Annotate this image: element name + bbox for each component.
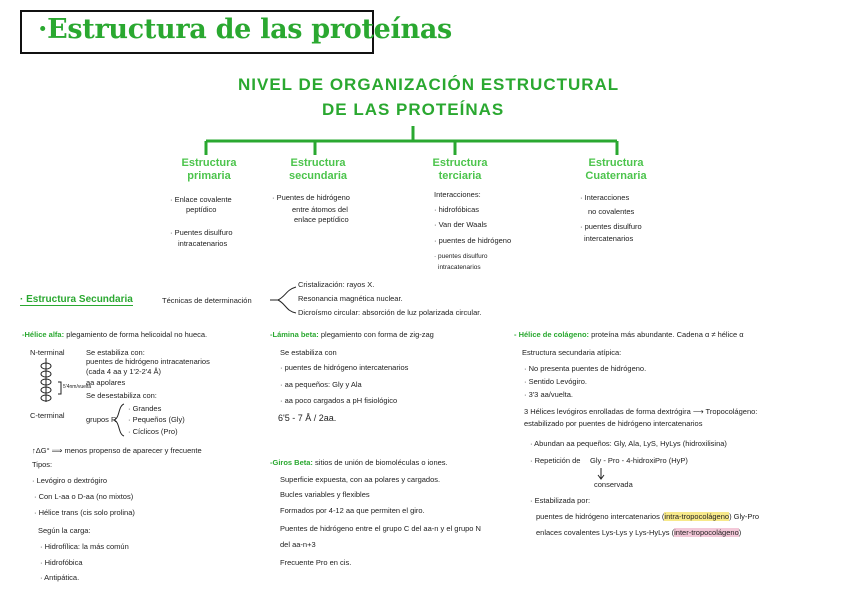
col-cuaternaria-item: · Interacciones: [580, 193, 630, 202]
alpha-charge-label: Según la carga:: [38, 526, 91, 535]
collagen-bullet: · Sentido Levógiro.: [524, 377, 587, 386]
main-heading-line2: DE LAS PROTEÍNAS: [322, 100, 505, 119]
col-primaria-item: peptídico: [186, 205, 217, 214]
collagen-tropo: 3 Hélices levógiros enrolladas de forma dextrógira ⟶ Tropocolágeno:: [524, 407, 758, 416]
turns-line: del aa-n+3: [280, 540, 316, 549]
collagen-tropo: estabilizado por puentes de hidrógeno intercatenarios: [524, 419, 703, 428]
col-cuaternaria-item: intercatenarios: [584, 234, 634, 243]
col-terciaria-item: · puentes disulfuro: [434, 253, 488, 260]
col-secundaria-item: entre átomos del: [292, 205, 348, 214]
collagen-stab-label: · Estabilizada por:: [530, 496, 591, 505]
n-terminal-label: N-terminal: [30, 348, 65, 357]
collagen-conserved: conservada: [594, 480, 633, 489]
col-terciaria-item: · Van der Waals: [434, 220, 487, 229]
alpha-line: Se desestabiliza con:: [86, 391, 157, 400]
alpha-charge: · Hidrofóbica: [40, 558, 83, 567]
col-primaria-title: Estructura primaria: [181, 157, 237, 182]
col-cuaternaria-title: Estructura Cuaternaria: [585, 157, 647, 182]
alpha-line: · Grandes: [128, 404, 162, 413]
techniques-label: Técnicas de determinación: [162, 296, 252, 305]
beta-header: -Lámina beta: plegamiento con forma de zig-zag: [270, 330, 434, 339]
collagen-header: - Hélice de colágeno: proteína más abundante. Cadena α ≠ hélice α: [514, 330, 744, 339]
col-secundaria-title: Estructura secundaria: [288, 157, 348, 182]
collagen-atypical: Estructura secundaria atípica:: [522, 348, 622, 357]
col-secundaria-item: enlace peptídico: [294, 215, 349, 224]
technique-item: Resonancia magnética nuclear.: [298, 294, 403, 303]
technique-item: Cristalización: rayos X.: [298, 280, 375, 289]
alpha-line: grupos R: [86, 415, 117, 424]
col-terciaria-title: Estructura terciaria: [432, 157, 488, 182]
beta-line: Se estabiliza con: [280, 348, 337, 357]
alpha-line: · Cíclicos (Pro): [128, 427, 178, 436]
helix-drawing: [41, 358, 61, 402]
alpha-header: -Hélice alfa: plegamiento de forma helicoidal no hueca.: [22, 330, 208, 339]
turns-line: Frecuente Pro en cis.: [280, 558, 352, 567]
collagen-stab-line1: puentes de hidrógeno intercatenarios (intra-tropocolágeno) Gly-Pro: [536, 512, 760, 521]
alpha-line: aa apolares: [86, 378, 126, 387]
col-terciaria-item: Interacciones:: [434, 190, 481, 199]
pitch-label: 5'4nm/vuelta: [63, 384, 92, 390]
col-cuaternaria-item: · puentes disulfuro: [580, 222, 642, 231]
alpha-energy: ↑ΔG° ⟹ menos propenso de aparecer y frecuente: [32, 446, 202, 455]
turns-line: Bucles variables y flexibles: [280, 490, 370, 499]
turns-header: -Giros Beta: sitios de unión de biomoléculas o iones.: [270, 458, 448, 467]
technique-item: Dicroísmo circular: absorción de luz polarizada circular.: [298, 308, 482, 317]
turns-line: Formados por 4-12 aa que permiten el giro.: [280, 506, 425, 515]
c-terminal-label: C-terminal: [30, 411, 65, 420]
collagen-bullet: · No presenta puentes de hidrógeno.: [524, 364, 647, 373]
alpha-line: (cada 4 aa y 1'2-2'4 Å): [86, 367, 161, 376]
alpha-type: · Con L-aa o D-aa (no mixtos): [34, 492, 134, 501]
secondary-section-title: · Estructura Secundaria: [20, 294, 133, 305]
alpha-type: · Hélice trans (cis solo prolina): [34, 508, 135, 517]
alpha-line: · Pequeños (Gly): [128, 415, 185, 424]
turns-line: Superficie expuesta, con aa polares y cargados.: [280, 475, 441, 484]
beta-line: · aa pequeños: Gly y Ala: [280, 380, 362, 389]
page-title: ·Estructura de las proteínas: [38, 14, 452, 45]
col-primaria-item: intracatenarios: [178, 239, 228, 248]
collagen-abundant: · Abundan aa pequeños: Gly, Ala, LyS, HyLys (hidroxilisina): [530, 439, 727, 448]
beta-line: · puentes de hidrógeno intercatenarios: [280, 363, 409, 372]
collagen-bullet: · 3'3 aa/vuelta.: [524, 390, 573, 399]
alpha-line: puentes de hidrógeno intracatenarios: [86, 357, 210, 366]
beta-line: · aa poco cargados a pH fisiológico: [280, 396, 398, 405]
col-cuaternaria-item: no covalentes: [588, 207, 635, 216]
col-terciaria-item: · hidrofóbicas: [434, 205, 480, 214]
alpha-types-label: Tipos:: [32, 460, 53, 469]
col-terciaria-item: intracatenarios: [438, 264, 481, 271]
col-primaria-item: · Puentes disulfuro: [170, 228, 233, 237]
collagen-repetition-value: Gly - Pro - 4-hidroxiPro (HyP): [590, 456, 688, 465]
col-terciaria-item: · puentes de hidrógeno: [434, 236, 512, 245]
turns-line: Puentes de hidrógeno entre el grupo C del aa-n y el grupo N: [280, 524, 481, 533]
alpha-charge: · Antipática.: [40, 573, 80, 582]
main-heading-line1: NIVEL DE ORGANIZACIÓN ESTRUCTURAL: [238, 75, 620, 94]
alpha-type: · Levógiro o dextrógiro: [32, 476, 108, 485]
alpha-charge: · Hidrofílica: la más común: [40, 542, 129, 551]
col-primaria-item: · Enlace covalente: [170, 195, 232, 204]
alpha-line: Se estabiliza con:: [86, 348, 145, 357]
collagen-stab-line2: enlaces covalentes Lys-Lys y Lys-HyLys (inter-tropocolágeno): [536, 528, 742, 537]
col-secundaria-item: · Puentes de hidrógeno: [272, 193, 350, 202]
beta-line: 6'5 - 7 Å / 2aa.: [278, 413, 337, 423]
collagen-repetition-label: · Repetición de: [530, 456, 581, 465]
